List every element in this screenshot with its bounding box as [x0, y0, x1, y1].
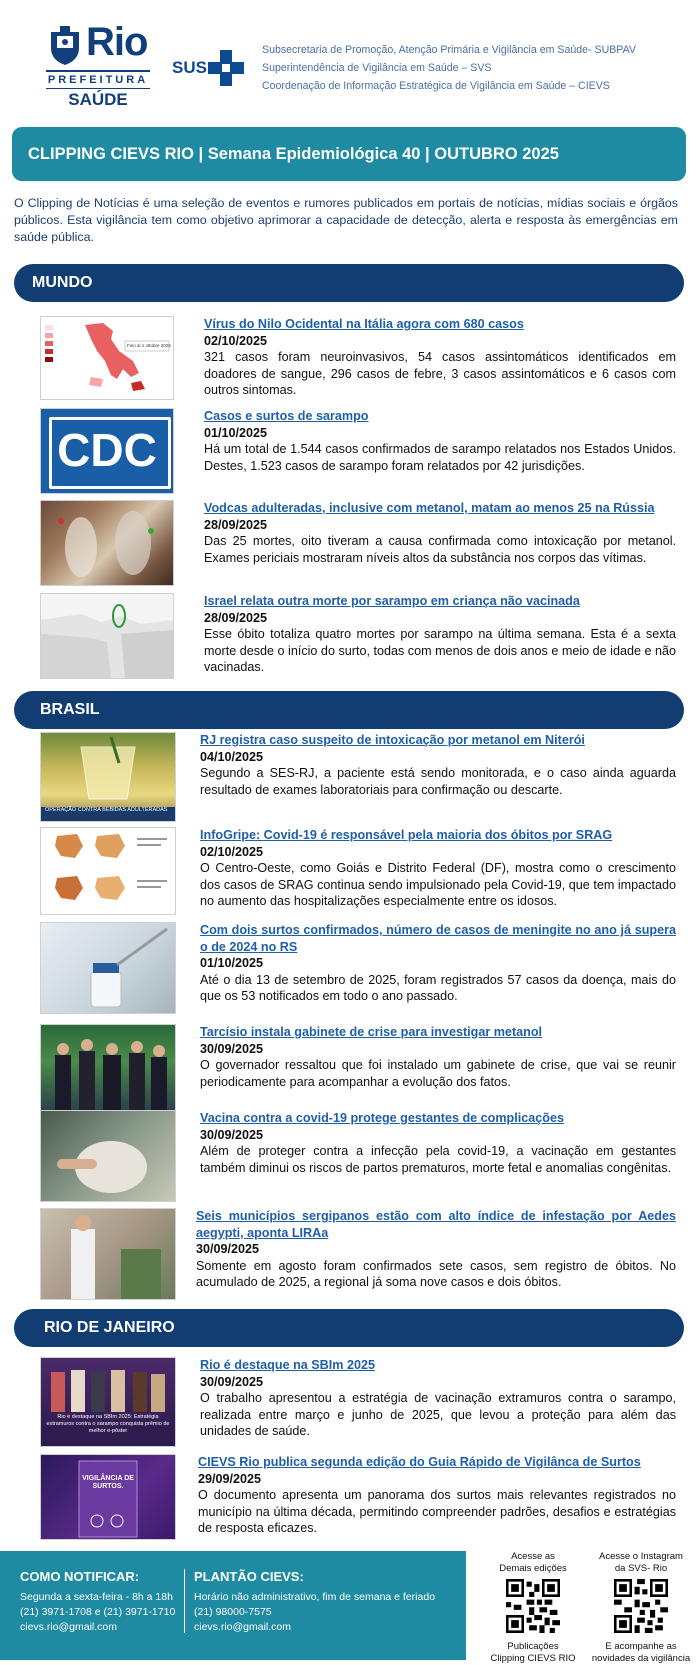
map-caption: Fino al 1 ottobre 2025 — [127, 343, 171, 348]
section-header-rio-de-janeiro: RIO DE JANEIRO — [14, 1309, 684, 1347]
sbim-award-photo — [40, 1357, 176, 1447]
saude-wordmark: SAÚDE — [46, 88, 150, 110]
qr-caption: Acesse as — [511, 1551, 555, 1562]
news-summary: O documento apresenta um panorama dos surtos mais relevantes registrados no município na última década, permitindo compreender padrões, desafios e estratégias de resposta eficazes. — [198, 1488, 676, 1535]
qr-caption: Clipping CIEVS RIO — [490, 1653, 576, 1664]
news-text — [204, 316, 676, 399]
news-title-link[interactable]: Seis municípios sergipanos estão com alto índice de infestação por Aedes aegypti, aponta LIRAa — [196, 1209, 676, 1240]
news-summary: Além de proteger contra a infecção pela covid-19, a vacinação em gestantes também diminui os riscos de partos prematuros, morte fetal e anomalias congênitas. — [200, 1144, 676, 1175]
news-summary: O trabalho apresentou a estratégia de vacinação extramuros contra o sarampo, realizada entre março e junho de 2025, que levou a proteção para além das unidades de saúde. — [200, 1391, 676, 1438]
sus-cross-icon — [208, 50, 244, 86]
section-header-mundo: MUNDO — [14, 264, 684, 302]
aedes-inspection-photo — [40, 1208, 176, 1300]
header — [0, 0, 697, 120]
qr-instagram-block — [586, 1551, 696, 1665]
cdc-logo-image — [40, 408, 174, 494]
cover-title: VIGILÂNCIA DE SURTOS. — [82, 1475, 134, 1490]
news-date: 30/09/2025 — [200, 1374, 264, 1389]
news-text — [204, 408, 676, 474]
footer-divider — [184, 1569, 185, 1633]
qr-caption: Demais edições — [499, 1563, 567, 1574]
qr-caption: Acesse o Instagram — [599, 1551, 683, 1562]
qr-caption: Publicações — [507, 1641, 559, 1652]
rio-wordmark: Rio — [86, 20, 148, 64]
plantao-line: (21) 98000-7575 — [194, 1606, 272, 1618]
italy-map-image — [40, 316, 174, 400]
news-date: 30/09/2025 — [196, 1242, 260, 1256]
infogripe-maps-image — [40, 827, 176, 915]
news-title-link[interactable]: RJ registra caso suspeito de intoxicação por metanol em Niterói — [200, 733, 585, 747]
rio-crest-icon — [48, 26, 82, 66]
footer — [0, 1551, 697, 1664]
image-caption: OPERAÇÃO CONTRA BEBIDAS ADULTERADAS — [41, 807, 175, 821]
news-title-link[interactable]: CIEVS Rio publica segunda edição do Guia Rápido de Vigilânca de Surtos — [198, 1455, 641, 1469]
news-date: 02/10/2025 — [200, 844, 264, 859]
news-summary: Somente em agosto foram confirmados sete casos, sem registro de óbitos. No acumulado de 2025, a regional já soma nove casos e dois óbitos. — [196, 1258, 676, 1289]
news-date: 04/10/2025 — [200, 749, 264, 764]
news-text — [204, 500, 676, 566]
plantao-line: Horário não administrativo, fim de semana e feriado — [194, 1591, 436, 1603]
cdc-wordmark: CDC — [57, 424, 157, 476]
news-text — [196, 1208, 676, 1291]
news-date: 01/10/2025 — [204, 425, 268, 440]
header-org-lines — [262, 41, 692, 95]
notify-title: COMO NOTIFICAR: — [20, 1569, 140, 1584]
image-caption: Rio é destaque na SBIm 2025: Estratégia extramuros contra o sarampo conquista prêmio de melhor e-pôster — [46, 1414, 170, 1434]
news-summary: Há um total de 1.544 casos confirmados de sarampo relatados nos Estados Unidos. Destes, 1.523 casos de sarampo foram relatados por 42 jurisdições. — [204, 442, 676, 473]
news-summary: Esse óbito totaliza quatro mortes por sarampo na última semana. Esta é a sexta morte desde o início do surto, todas com menos de dois anos e meio de idade e não vacinadas. — [204, 627, 676, 674]
news-summary: Segundo a SES-RJ, a paciente está sendo monitorada, e o caso ainda aguarda resultado de exames laboratoriais para confirmação ou descarte. — [200, 766, 676, 797]
sus-wordmark: SUS — [172, 58, 207, 77]
news-text — [200, 922, 676, 1005]
org-line: Coordenação de Informação Estratégica de Vigilância em Saúde – CIEVS — [262, 80, 610, 92]
prefeitura-rio-logo — [44, 20, 152, 110]
news-title-link[interactable]: Vodcas adulteradas, inclusive com metanol, matam ao menos 25 na Rússia — [204, 501, 655, 515]
news-text — [200, 827, 676, 910]
news-summary: 321 casos foram neuroinvasivos, 54 casos assintomáticos identificados em doadores de sangue, 296 casos de febre, 3 casos assintomáticos e 6 casos com outros sintomas. — [204, 350, 676, 397]
prefeitura-wordmark: PREFEITURA — [46, 70, 150, 86]
news-title-link[interactable]: Vacina contra a covid-19 protege gestantes de complicações — [200, 1111, 564, 1125]
footer-contact-bar — [0, 1551, 466, 1660]
news-title-link[interactable]: Com dois surtos confirmados, número de casos de meningite no ano já supera o de 2024 no RS — [200, 923, 676, 954]
news-title-link[interactable]: Tarcísio instala gabinete de crise para investigar metanol — [200, 1025, 543, 1039]
news-date: 30/09/2025 — [200, 1127, 264, 1142]
news-text — [204, 593, 676, 676]
qr-caption: novidades da vigilância — [591, 1653, 691, 1664]
pregnant-vaccination-photo — [40, 1110, 176, 1202]
news-text — [200, 1357, 676, 1440]
news-title-link[interactable]: Casos e surtos de sarampo — [204, 409, 369, 423]
org-line: Subsecretaria de Promoção, Atenção Primária e Vigilância em Saúde- SUBPAV — [262, 44, 636, 56]
notify-email: cievs.rio@gmail.com — [20, 1621, 118, 1633]
news-date: 02/10/2025 — [204, 333, 268, 348]
news-summary: O governador ressaltou que foi instalado um gabinete de crise, que vai se reunir periodicamente para acompanhar a evolução dos fatos. — [200, 1058, 676, 1089]
plantao-title: PLANTÃO CIEVS: — [194, 1569, 304, 1584]
notify-block — [20, 1569, 175, 1635]
vodka-bottles-photo — [40, 500, 174, 586]
plantao-block — [194, 1569, 435, 1635]
news-date: 28/09/2025 — [204, 517, 268, 532]
qr-publicacoes-block — [478, 1551, 588, 1665]
news-date: 01/10/2025 — [200, 956, 264, 970]
plantao-email: cievs.rio@gmail.com — [194, 1621, 292, 1633]
news-summary: O Centro-Oeste, como Goiás e Distrito Federal (DF), mostra como o crescimento dos casos de SRAG continua sendo impulsionado pela Covid-19, que tem impactado no aumento das hospitalizações especialmente entre os idosos. — [200, 861, 676, 908]
news-title-link[interactable]: InfoGripe: Covid-19 é responsável pela maioria dos óbitos por SRAG — [200, 828, 613, 842]
press-conference-photo — [40, 1024, 176, 1116]
notify-line: (21) 3971-1708 e (21) 3971-1710 — [20, 1606, 176, 1618]
intro-paragraph: O Clipping de Notícias é uma seleção de eventos e rumores publicados em portais de notícias, mídias sociais e órgãos públicos. Esta vigilância tem como objetivo aprimorar a capacidade de detecção, alerta e resposta às emergências em saúde pública. — [14, 196, 678, 244]
news-title-link[interactable]: Rio é destaque na SBIm 2025 — [200, 1358, 375, 1372]
section-header-brasil: BRASIL — [14, 691, 684, 729]
news-text — [200, 1110, 676, 1176]
qr-caption: da SVS- Rio — [614, 1563, 668, 1574]
news-summary: Até o dia 13 de setembro de 2025, foram registrados 57 casos da doença, mais do que os 53 notificados em todo o ano passado. — [200, 972, 676, 1003]
notify-line: Segunda a sexta-feira - 8h a 18h — [20, 1591, 173, 1603]
vaccine-vial-photo — [40, 922, 176, 1014]
org-line: Superintendência de Vigilância em Saúde – SVS — [262, 62, 492, 74]
clipping-title-banner: CLIPPING CIEVS RIO | Semana Epidemiológica 40 | OUTUBRO 2025 — [12, 127, 686, 181]
israel-map-image — [40, 593, 174, 679]
news-date: 28/09/2025 — [204, 610, 268, 625]
news-date: 29/09/2025 — [198, 1471, 262, 1486]
drink-glass-photo — [40, 732, 176, 822]
qr-code-icon[interactable] — [506, 1579, 560, 1633]
qr-caption: E acompanhe as — [605, 1641, 677, 1652]
news-title-link[interactable]: Israel relata outra morte por sarampo em criança não vacinada — [204, 594, 580, 608]
news-summary: Das 25 mortes, oito tiveram a causa confirmada como intoxicação por metanol. Exames periciais mostraram níveis altos da substância nos corpos das vítimas. — [204, 534, 676, 565]
news-text — [198, 1454, 676, 1537]
qr-code-icon[interactable] — [614, 1579, 668, 1633]
guia-surtos-cover-image — [40, 1454, 176, 1540]
news-text — [200, 732, 676, 798]
sus-logo — [172, 50, 244, 86]
news-date: 30/09/2025 — [200, 1041, 264, 1056]
news-title-link[interactable]: Vírus do Nilo Ocidental na Itália agora com 680 casos — [204, 317, 524, 331]
news-text — [200, 1024, 676, 1090]
